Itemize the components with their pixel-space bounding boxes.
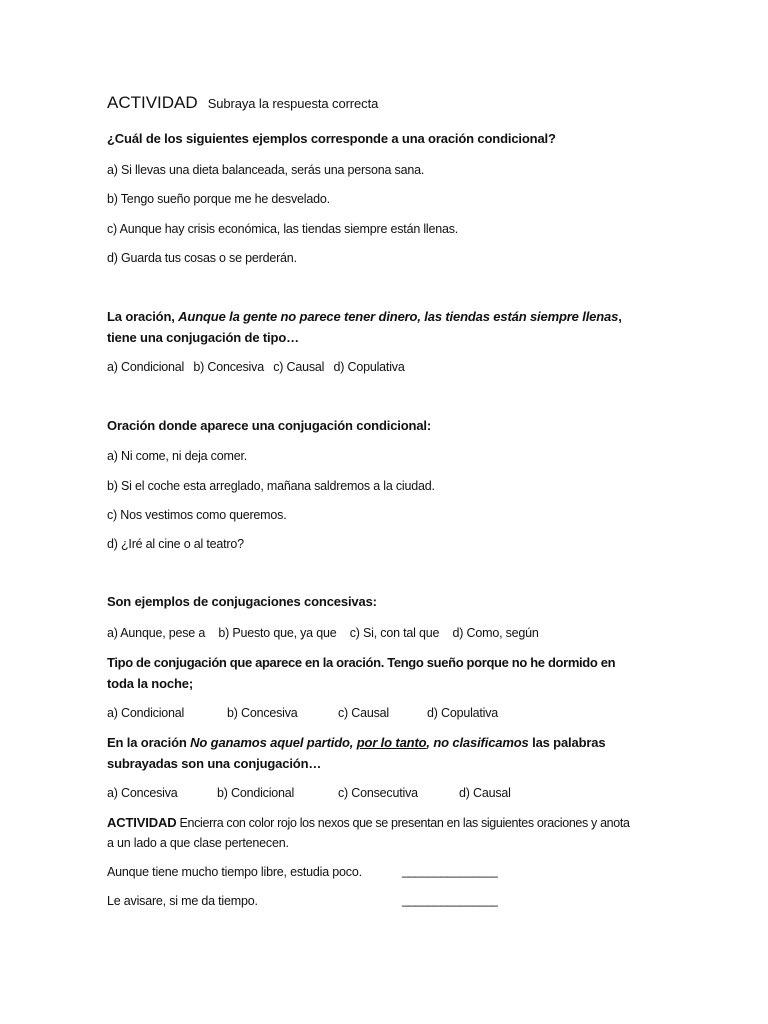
activity-2-instruction-line2: a un lado a que clase pertenecen.	[107, 836, 289, 850]
activity-2-instruction	[107, 815, 630, 831]
question-5-option-a: a) Condicional	[107, 706, 185, 720]
activity-2-instruction-text: Encierra con color rojo los nexos que se presentan en las siguientes oraciones y anota	[176, 816, 630, 830]
activity-2-sentence-2: Le avisare, si me da tiempo.	[107, 894, 258, 908]
question-6-options	[107, 785, 511, 801]
question-5-option-b: b) Concesiva	[227, 706, 298, 720]
question-5-prompt: Tipo de conjugación que aparece en la oración. Tengo sueño porque no he dormido en	[107, 655, 616, 670]
question-6-option-b: b) Condicional	[217, 786, 295, 800]
question-3-option-a: a) Ni come, ni deja comer.	[107, 449, 247, 463]
question-6-example-part1: No ganamos aquel partido,	[190, 735, 357, 750]
question-5-option-d: d) Copulativa	[427, 706, 499, 720]
question-3-option-d: d) ¿Iré al cine o al teatro?	[107, 537, 244, 551]
question-2-option-c: c) Causal	[273, 360, 325, 374]
activity-heading	[107, 95, 378, 112]
question-3-prompt: Oración donde aparece una conjugación condicional:	[107, 418, 432, 433]
question-6-option-d: d) Causal	[459, 786, 511, 800]
question-2-prompt-comma: ,	[618, 309, 622, 324]
question-4-option-d: d) Como, según	[452, 626, 539, 640]
question-2-option-b: b) Concesiva	[193, 360, 264, 374]
question-4-option-c: c) Si, con tal que	[349, 626, 440, 640]
question-6-underlined-connector: por lo tanto	[356, 735, 427, 750]
question-2-example-sentence: Aunque la gente no parece tener dinero, las tiendas están siempre llenas	[178, 309, 619, 324]
question-3-option-c: c) Nos vestimos como queremos.	[107, 508, 287, 522]
question-1-option-c: c) Aunque hay crisis económica, las tiendas siempre están llenas.	[107, 222, 459, 236]
question-6-prompt-end: las palabras	[528, 735, 606, 750]
question-5-options	[107, 705, 498, 721]
activity-2-answer-blank-2[interactable]: _______________	[402, 893, 498, 907]
question-3-option-b: b) Si el coche esta arreglado, mañana saldremos a la ciudad.	[107, 479, 435, 493]
question-6-prompt-start: En la oración	[107, 735, 191, 750]
question-2-option-a: a) Condicional	[107, 360, 185, 374]
question-6-prompt-line2: subrayadas son una conjugación…	[107, 756, 322, 771]
question-6-option-c: c) Consecutiva	[338, 786, 418, 800]
question-5-option-c: c) Causal	[338, 706, 389, 720]
question-1-option-a: a) Si llevas una dieta balanceada, serás una persona sana.	[107, 163, 425, 177]
question-6-option-a: a) Concesiva	[107, 786, 178, 800]
question-2-prompt-start: La oración,	[107, 309, 179, 324]
question-2-prompt	[107, 309, 622, 325]
activity-instruction: Subraya la respuesta correcta	[207, 96, 379, 111]
question-4-option-a: a) Aunque, pese a	[107, 626, 206, 640]
question-5-prompt-line2: toda la noche;	[107, 676, 194, 691]
activity-2-sentence-1: Aunque tiene mucho tiempo libre, estudia poco.	[107, 865, 362, 879]
question-4-option-b: b) Puesto que, ya que	[218, 626, 337, 640]
activity-title: ACTIVIDAD	[107, 93, 198, 112]
activity-2-answer-blank-1[interactable]: _______________	[402, 864, 498, 878]
question-4-options	[107, 625, 539, 641]
activity-2-label: ACTIVIDAD	[107, 815, 177, 830]
question-1-option-b: b) Tengo sueño porque me he desvelado.	[107, 192, 330, 206]
question-2-options	[107, 359, 405, 375]
question-1-prompt: ¿Cuál de los siguientes ejemplos corresponde a una oración condicional?	[107, 131, 556, 146]
question-2-option-d: d) Copulativa	[333, 360, 405, 374]
question-6-prompt	[107, 735, 605, 751]
question-6-example-part2: , no clasificamos	[426, 735, 529, 750]
question-2-prompt-line2: tiene una conjugación de tipo…	[107, 330, 299, 345]
question-1-option-d: d) Guarda tus cosas o se perderán.	[107, 251, 297, 265]
question-4-prompt: Son ejemplos de conjugaciones concesivas:	[107, 594, 377, 609]
